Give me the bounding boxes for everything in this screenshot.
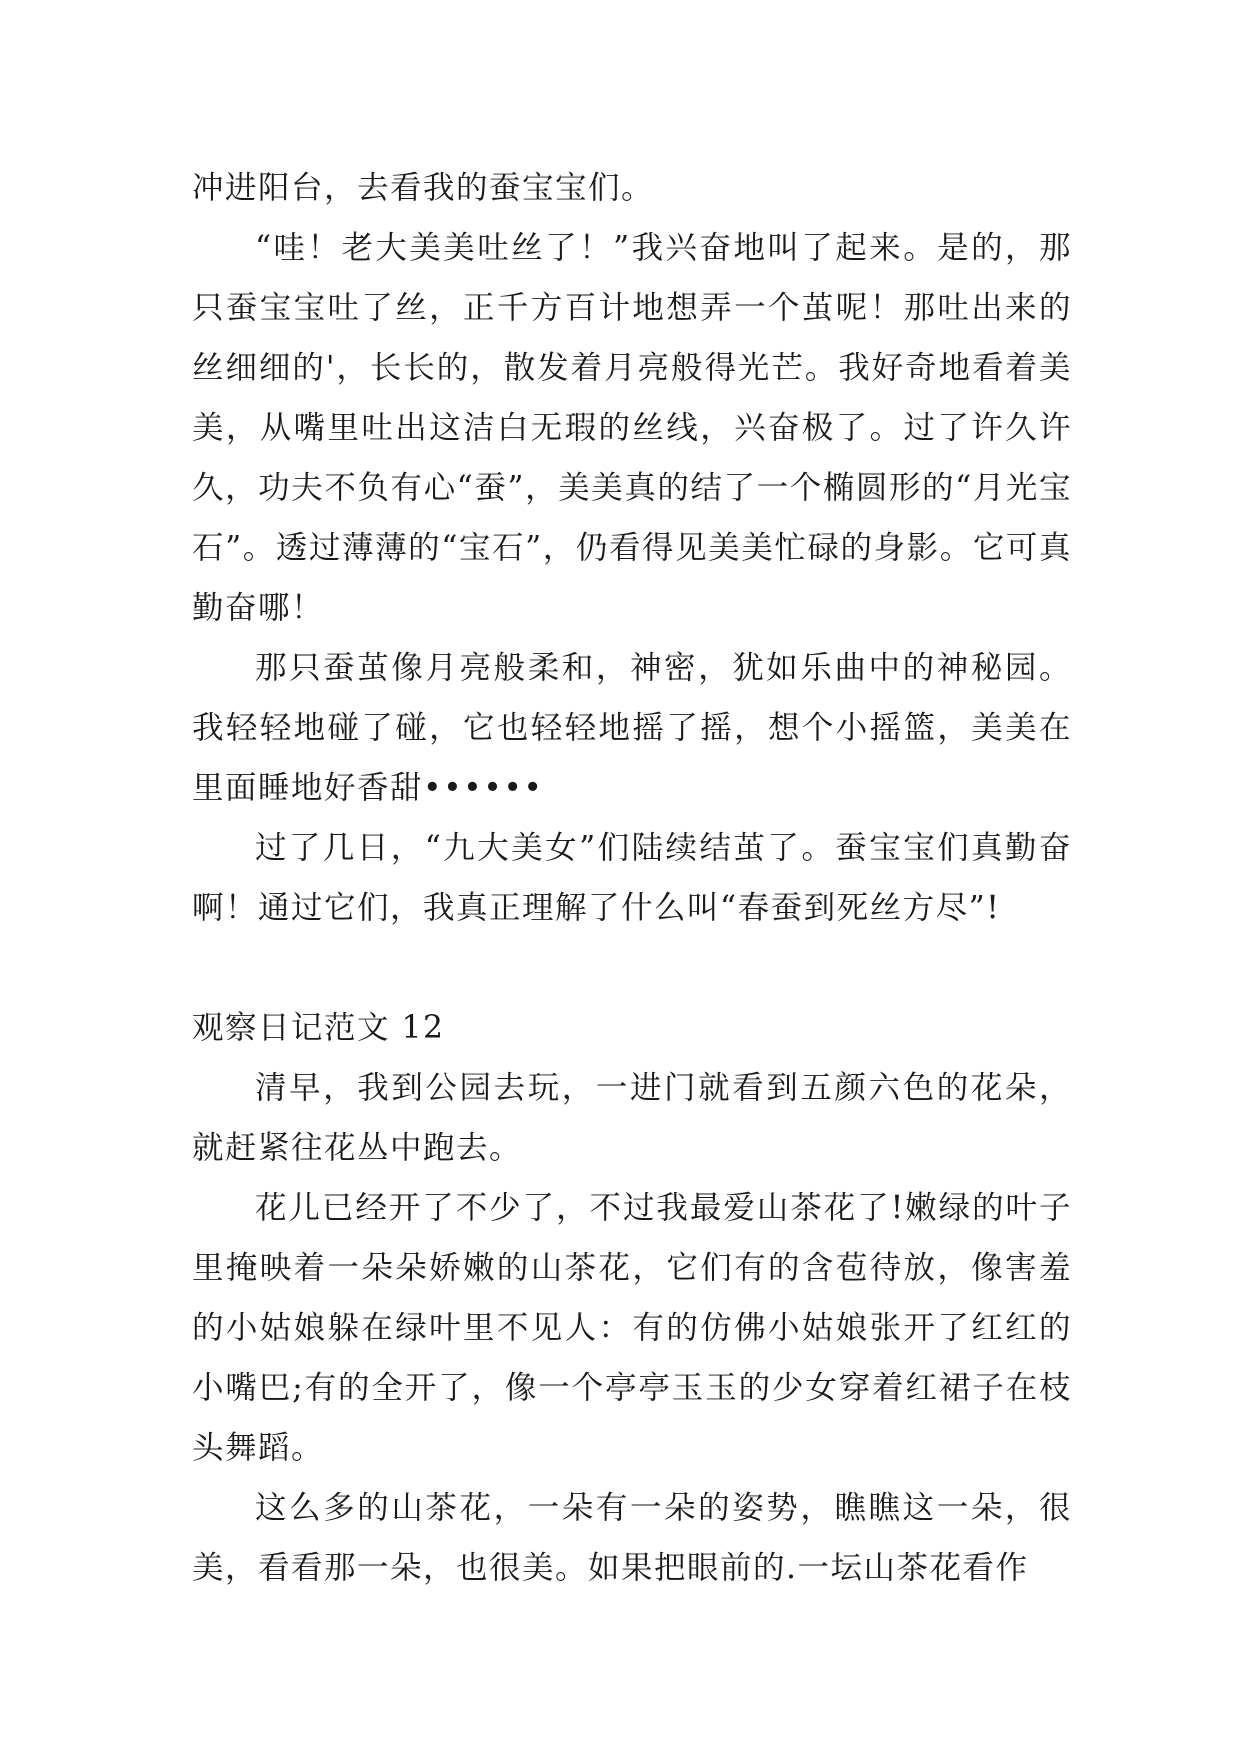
section-spacer [192,938,1072,998]
paragraph-silk-spinning: “哇！老大美美吐丝了！”我兴奋地叫了起来。是的，那只蚕宝宝吐了丝，正千方百计地想弄一个茧呢！那吐出来的丝细细的'，长长的，散发着月亮般得光芒。我好奇地看着美美，从嘴里吐出这洁白无瑕的丝线，兴奋极了。过了许久许久，功夫不负有心“蚕”，美美真的结了一个椭圆形的“月光宝石”。透过薄薄的“宝石”，仍看得见美美忙碌的身影。它可真勤奋哪！ [192,230,1072,626]
paragraph-camellia-poses: 这么多的山茶花，一朵有一朵的姿势，瞧瞧这一朵，很美，看看那一朵，也很美。如果把眼前的.一坛山茶花看作 [192,1490,1072,1586]
document-body [192,158,1072,1598]
paragraph-conclusion: 过了几日，“九大美女”们陆续结茧了。蚕宝宝们真勤奋啊！通过它们，我真正理解了什么叫“春蚕到死丝方尽”! [192,830,1072,926]
paragraph-cocoon: 那只蚕茧像月亮般柔和，神密，犹如乐曲中的神秘园。我轻轻地碰了碰，它也轻轻地摇了摇，想个小摇篮，美美在里面睡地好香甜•••••• [192,650,1072,806]
paragraph-continuation: 冲进阳台，去看我的蚕宝宝们。 [192,170,655,206]
section-heading: 观察日记范文 12 [192,1010,445,1046]
paragraph-park-visit: 清早，我到公园去玩，一进门就看到五颜六色的花朵，就赶紧往花丛中跑去。 [192,1070,1072,1166]
paragraph-camellia-description: 花儿已经开了不少了，不过我最爱山茶花了!嫩绿的叶子里掩映着一朵朵娇嫩的山茶花，它们有的含苞待放，像害羞的小姑娘躲在绿叶里不见人：有的仿佛小姑娘张开了红红的小嘴巴;有的全开了，像一个亭亭玉玉的少女穿着红裙子在枝头舞蹈。 [192,1190,1072,1466]
